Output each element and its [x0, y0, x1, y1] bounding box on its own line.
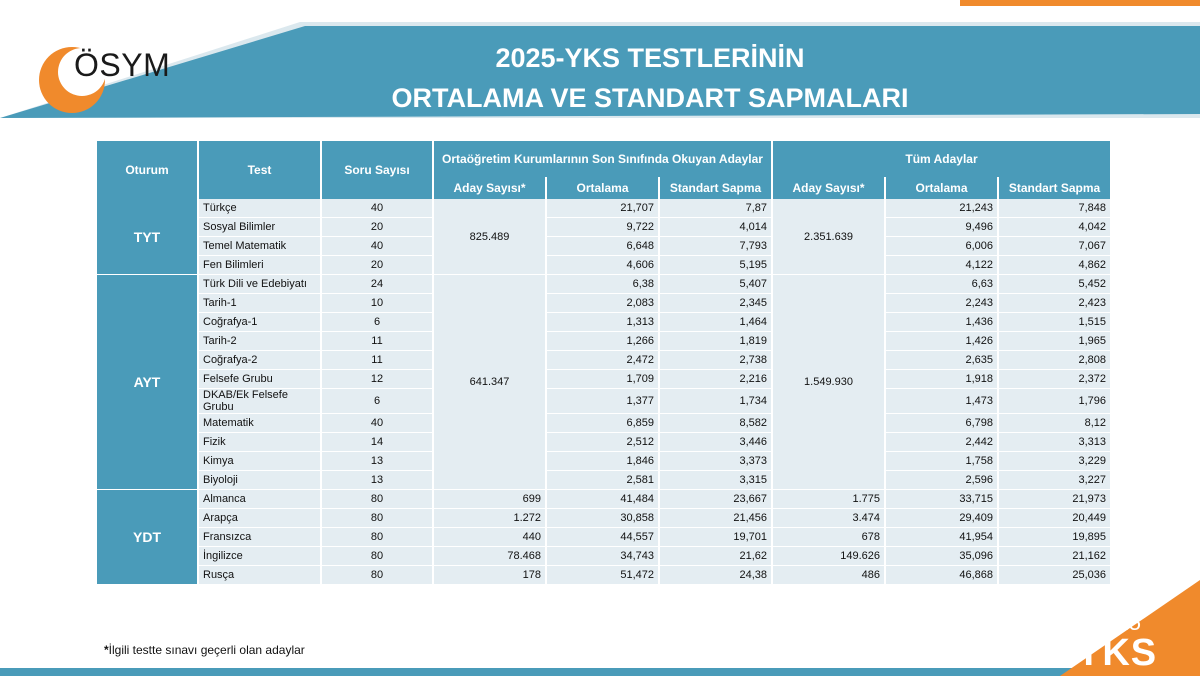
senior-count-cell: 699	[434, 490, 545, 509]
senior-sd-cell: 3,446	[660, 433, 771, 452]
header-oturum: Oturum	[97, 141, 197, 199]
test-name-cell: Fen Bilimleri	[199, 256, 320, 275]
all-sd-cell: 3,227	[999, 471, 1110, 490]
table-row	[97, 433, 1110, 452]
senior-mean-cell: 1,266	[547, 332, 658, 351]
table-row	[97, 547, 1110, 566]
test-name-cell: Sosyal Bilimler	[199, 218, 320, 237]
question-count-cell: 80	[322, 566, 432, 585]
all-sd-cell: 2,372	[999, 370, 1110, 389]
header-sapma-2: Standart Sapma	[999, 177, 1110, 199]
yks-word: YKS	[1076, 632, 1158, 674]
all-sd-cell: 1,796	[999, 389, 1110, 414]
all-mean-cell: 2,635	[886, 351, 997, 370]
all-mean-cell: 6,006	[886, 237, 997, 256]
footnote-star: *	[104, 643, 109, 657]
footnote	[104, 643, 305, 657]
question-count-cell: 11	[322, 351, 432, 370]
all-mean-cell: 1,758	[886, 452, 997, 471]
senior-sd-cell: 23,667	[660, 490, 771, 509]
page-title	[300, 38, 1000, 118]
all-sd-cell: 20,449	[999, 509, 1110, 528]
senior-count-cell: 1.272	[434, 509, 545, 528]
yks-year: 2025	[1092, 610, 1141, 635]
table-row	[97, 218, 1110, 237]
header-group-senior: Ortaöğretim Kurumlarının Son Sınıfında Okuyan Adaylar	[434, 141, 771, 177]
question-count-cell: 20	[322, 256, 432, 275]
all-sd-cell: 3,229	[999, 452, 1110, 471]
all-mean-cell: 6,63	[886, 275, 997, 294]
all-sd-cell: 19,895	[999, 528, 1110, 547]
title-line-2: ORTALAMA VE STANDART SAPMALARI	[391, 83, 909, 113]
header-group-all: Tüm Adaylar	[773, 141, 1110, 177]
table-row	[97, 351, 1110, 370]
header-soru: Soru Sayısı	[322, 141, 432, 199]
all-sd-cell: 25,036	[999, 566, 1110, 585]
table-row	[97, 294, 1110, 313]
question-count-cell: 13	[322, 471, 432, 490]
title-line-1: 2025-YKS TESTLERİNİN	[495, 43, 805, 73]
test-name-cell: DKAB/Ek Felsefe Grubu	[199, 389, 320, 414]
senior-mean-cell: 41,484	[547, 490, 658, 509]
table-row	[97, 370, 1110, 389]
table-row	[97, 471, 1110, 490]
table-row	[97, 528, 1110, 547]
table-row	[97, 199, 1110, 218]
senior-sd-cell: 1,464	[660, 313, 771, 332]
all-sd-cell: 5,452	[999, 275, 1110, 294]
senior-sd-cell: 1,734	[660, 389, 771, 414]
all-mean-cell: 1,436	[886, 313, 997, 332]
senior-count-cell: 825.489	[434, 199, 545, 275]
test-name-cell: Fransızca	[199, 528, 320, 547]
header-ortalama-2: Ortalama	[886, 177, 997, 199]
test-name-cell: Fizik	[199, 433, 320, 452]
test-name-cell: Tarih-1	[199, 294, 320, 313]
all-mean-cell: 33,715	[886, 490, 997, 509]
senior-sd-cell: 7,793	[660, 237, 771, 256]
all-mean-cell: 41,954	[886, 528, 997, 547]
all-count-cell: 1.549.930	[773, 275, 884, 490]
senior-mean-cell: 30,858	[547, 509, 658, 528]
bottom-band	[0, 668, 1200, 676]
senior-sd-cell: 2,216	[660, 370, 771, 389]
senior-mean-cell: 2,581	[547, 471, 658, 490]
all-count-cell: 486	[773, 566, 884, 585]
senior-sd-cell: 21,62	[660, 547, 771, 566]
question-count-cell: 40	[322, 237, 432, 256]
senior-mean-cell: 1,709	[547, 370, 658, 389]
table-row	[97, 452, 1110, 471]
senior-count-cell: 641.347	[434, 275, 545, 490]
test-name-cell: Matematik	[199, 414, 320, 433]
all-sd-cell: 7,848	[999, 199, 1110, 218]
test-name-cell: Tarih-2	[199, 332, 320, 351]
table-row	[97, 490, 1110, 509]
test-name-cell: Almanca	[199, 490, 320, 509]
all-sd-cell: 7,067	[999, 237, 1110, 256]
senior-mean-cell: 1,377	[547, 389, 658, 414]
test-name-cell: Felsefe Grubu	[199, 370, 320, 389]
senior-sd-cell: 24,38	[660, 566, 771, 585]
senior-mean-cell: 34,743	[547, 547, 658, 566]
senior-sd-cell: 2,345	[660, 294, 771, 313]
senior-mean-cell: 6,648	[547, 237, 658, 256]
question-count-cell: 80	[322, 490, 432, 509]
senior-sd-cell: 5,407	[660, 275, 771, 294]
question-count-cell: 40	[322, 199, 432, 218]
senior-sd-cell: 3,373	[660, 452, 771, 471]
test-name-cell: Arapça	[199, 509, 320, 528]
senior-sd-cell: 2,738	[660, 351, 771, 370]
question-count-cell: 14	[322, 433, 432, 452]
all-mean-cell: 35,096	[886, 547, 997, 566]
all-sd-cell: 21,973	[999, 490, 1110, 509]
senior-sd-cell: 3,315	[660, 471, 771, 490]
question-count-cell: 11	[322, 332, 432, 351]
senior-count-cell: 78.468	[434, 547, 545, 566]
all-mean-cell: 1,918	[886, 370, 997, 389]
session-label: AYT	[97, 275, 197, 490]
senior-count-cell: 178	[434, 566, 545, 585]
all-sd-cell: 3,313	[999, 433, 1110, 452]
question-count-cell: 24	[322, 275, 432, 294]
question-count-cell: 80	[322, 509, 432, 528]
top-accent-strip	[960, 0, 1200, 6]
header-aday-2: Aday Sayısı*	[773, 177, 884, 199]
table-row	[97, 237, 1110, 256]
header-sapma-1: Standart Sapma	[660, 177, 771, 199]
all-sd-cell: 2,808	[999, 351, 1110, 370]
test-name-cell: Coğrafya-1	[199, 313, 320, 332]
question-count-cell: 10	[322, 294, 432, 313]
footnote-text: İlgili testte sınavı geçerli olan adaylar	[108, 643, 305, 657]
senior-mean-cell: 6,859	[547, 414, 658, 433]
senior-mean-cell: 51,472	[547, 566, 658, 585]
senior-sd-cell: 5,195	[660, 256, 771, 275]
all-mean-cell: 9,496	[886, 218, 997, 237]
table-row	[97, 509, 1110, 528]
session-label: YDT	[97, 490, 197, 585]
test-name-cell: İngilizce	[199, 547, 320, 566]
all-mean-cell: 2,596	[886, 471, 997, 490]
question-count-cell: 40	[322, 414, 432, 433]
question-count-cell: 6	[322, 389, 432, 414]
logo-text: ÖSYM	[74, 47, 171, 83]
all-sd-cell: 8,12	[999, 414, 1110, 433]
question-count-cell: 80	[322, 528, 432, 547]
senior-mean-cell: 44,557	[547, 528, 658, 547]
question-count-cell: 80	[322, 547, 432, 566]
senior-mean-cell: 1,846	[547, 452, 658, 471]
test-name-cell: Rusça	[199, 566, 320, 585]
test-name-cell: Coğrafya-2	[199, 351, 320, 370]
senior-mean-cell: 4,606	[547, 256, 658, 275]
all-sd-cell: 1,965	[999, 332, 1110, 351]
senior-sd-cell: 7,87	[660, 199, 771, 218]
all-mean-cell: 1,426	[886, 332, 997, 351]
all-count-cell: 3.474	[773, 509, 884, 528]
all-sd-cell: 4,862	[999, 256, 1110, 275]
all-count-cell: 149.626	[773, 547, 884, 566]
senior-mean-cell: 2,083	[547, 294, 658, 313]
stats-table	[95, 141, 1112, 585]
senior-mean-cell: 1,313	[547, 313, 658, 332]
header-test: Test	[199, 141, 320, 199]
question-count-cell: 6	[322, 313, 432, 332]
senior-count-cell: 440	[434, 528, 545, 547]
table-body	[97, 199, 1110, 585]
senior-sd-cell: 4,014	[660, 218, 771, 237]
all-count-cell: 2.351.639	[773, 199, 884, 275]
all-mean-cell: 46,868	[886, 566, 997, 585]
all-mean-cell: 29,409	[886, 509, 997, 528]
all-count-cell: 678	[773, 528, 884, 547]
all-sd-cell: 2,423	[999, 294, 1110, 313]
table-row	[97, 389, 1110, 414]
senior-mean-cell: 2,512	[547, 433, 658, 452]
all-mean-cell: 4,122	[886, 256, 997, 275]
question-count-cell: 12	[322, 370, 432, 389]
all-count-cell: 1.775	[773, 490, 884, 509]
senior-mean-cell: 6,38	[547, 275, 658, 294]
all-sd-cell: 1,515	[999, 313, 1110, 332]
all-mean-cell: 6,798	[886, 414, 997, 433]
senior-sd-cell: 8,582	[660, 414, 771, 433]
senior-mean-cell: 9,722	[547, 218, 658, 237]
all-mean-cell: 2,442	[886, 433, 997, 452]
test-name-cell: Türkçe	[199, 199, 320, 218]
table-row	[97, 313, 1110, 332]
all-sd-cell: 21,162	[999, 547, 1110, 566]
test-name-cell: Temel Matematik	[199, 237, 320, 256]
header-aday-1: Aday Sayısı*	[434, 177, 545, 199]
senior-sd-cell: 19,701	[660, 528, 771, 547]
test-name-cell: Türk Dili ve Edebiyatı	[199, 275, 320, 294]
all-mean-cell: 21,243	[886, 199, 997, 218]
senior-sd-cell: 21,456	[660, 509, 771, 528]
table-row	[97, 275, 1110, 294]
all-mean-cell: 1,473	[886, 389, 997, 414]
test-name-cell: Biyoloji	[199, 471, 320, 490]
session-label: TYT	[97, 199, 197, 275]
table-row	[97, 256, 1110, 275]
all-mean-cell: 2,243	[886, 294, 997, 313]
all-sd-cell: 4,042	[999, 218, 1110, 237]
question-count-cell: 20	[322, 218, 432, 237]
question-count-cell: 13	[322, 452, 432, 471]
table-row	[97, 332, 1110, 351]
senior-mean-cell: 2,472	[547, 351, 658, 370]
senior-sd-cell: 1,819	[660, 332, 771, 351]
test-name-cell: Kimya	[199, 452, 320, 471]
table-row	[97, 414, 1110, 433]
header-ortalama-1: Ortalama	[547, 177, 658, 199]
senior-mean-cell: 21,707	[547, 199, 658, 218]
table-row	[97, 566, 1110, 585]
